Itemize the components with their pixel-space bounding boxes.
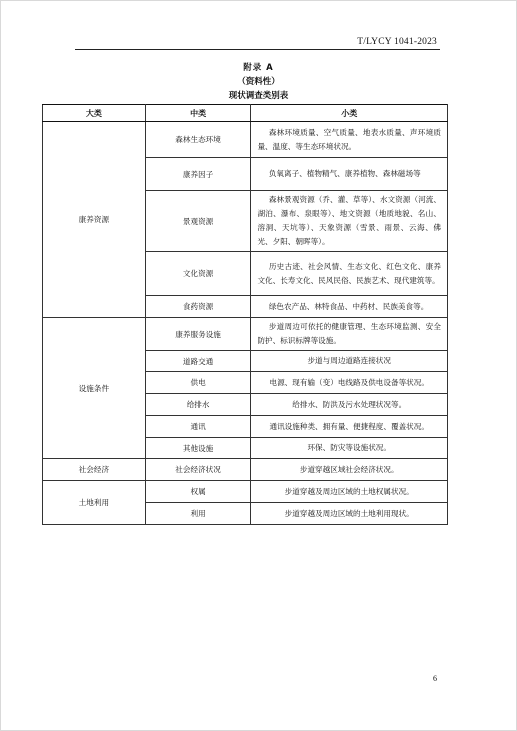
column-header-major: 大类 bbox=[43, 105, 146, 122]
middle-category-cell: 景观资源 bbox=[145, 191, 251, 252]
minor-category-cell: 森林景观资源（乔、灌、草等）、水文资源（河流、湖泊、瀑布、泉眼等）、地文资源（地质地貌、名山、溶洞、天坑等）、天象资源（雪景、雨景、云海、佛光、夕阳、朝晖等）。 bbox=[251, 191, 448, 252]
middle-category-cell: 道路交通 bbox=[145, 351, 251, 372]
minor-category-cell: 历史古迹、社会风情、生态文化、红色文化、康养文化、长寿文化、民风民俗、民族艺术、现代建筑等。 bbox=[251, 252, 448, 296]
middle-category-cell: 森林生态环境 bbox=[145, 122, 251, 158]
middle-category-cell: 社会经济状况 bbox=[145, 459, 251, 481]
middle-category-cell: 食药资源 bbox=[145, 296, 251, 318]
minor-category-cell: 绿色农产品、林特食品、中药材、民族美食等。 bbox=[251, 296, 448, 318]
minor-category-cell: 通讯设施种类、拥有量、便捷程度、覆盖状况。 bbox=[251, 416, 448, 438]
minor-category-cell: 电源、现有输（变）电线路及供电设备等状况。 bbox=[251, 372, 448, 394]
minor-category-cell: 给排水、防洪及污水处理状况等。 bbox=[251, 394, 448, 416]
middle-category-cell: 康养服务设施 bbox=[145, 318, 251, 351]
table-row bbox=[43, 481, 448, 503]
middle-category-cell: 利用 bbox=[145, 503, 251, 525]
minor-category-cell: 森林环境质量、空气质量、地表水质量、声环境质量、温度、等生态环境状况。 bbox=[251, 122, 448, 158]
column-header-minor: 小类 bbox=[251, 105, 448, 122]
minor-category-cell: 步道穿越及周边区域的土地权属状况。 bbox=[251, 481, 448, 503]
appendix-title: 附录 A bbox=[243, 63, 274, 73]
middle-category-cell: 文化资源 bbox=[145, 252, 251, 296]
middle-category-cell: 康养因子 bbox=[145, 158, 251, 191]
middle-category-cell: 通讯 bbox=[145, 416, 251, 438]
table-header-row bbox=[43, 105, 448, 122]
minor-category-cell: 环保、防灾等设施状况。 bbox=[251, 438, 448, 459]
minor-category-cell: 步道穿越区域社会经济状况。 bbox=[251, 459, 448, 481]
minor-category-cell: 负氧离子、植物精气、康养植物、森林磁场等 bbox=[251, 158, 448, 191]
major-category-cell: 康养资源 bbox=[43, 122, 146, 318]
middle-category-cell: 其他设施 bbox=[145, 438, 251, 459]
table-row bbox=[43, 122, 448, 158]
middle-category-cell: 权属 bbox=[145, 481, 251, 503]
table-row bbox=[43, 459, 448, 481]
table-row bbox=[43, 318, 448, 351]
minor-category-cell: 步道穿越及周边区域的土地利用现状。 bbox=[251, 503, 448, 525]
header-divider bbox=[75, 49, 440, 50]
major-category-cell: 设施条件 bbox=[43, 318, 146, 459]
minor-category-cell: 步道周边可依托的健康管理、生态环境监测、安全防护、标识标牌等设施。 bbox=[251, 318, 448, 351]
column-header-middle: 中类 bbox=[145, 105, 251, 122]
major-category-cell: 土地利用 bbox=[43, 481, 146, 525]
appendix-note: （资料性） bbox=[237, 77, 280, 87]
middle-category-cell: 供电 bbox=[145, 372, 251, 394]
classification-table bbox=[42, 104, 448, 525]
page-number: 6 bbox=[433, 674, 437, 683]
minor-category-cell: 步道与周边道路连接状况 bbox=[251, 351, 448, 372]
document-code: T/LYCY 1041-2023 bbox=[357, 37, 437, 47]
middle-category-cell: 给排水 bbox=[145, 394, 251, 416]
table-title: 现状调查类别表 bbox=[228, 91, 289, 101]
major-category-cell: 社会经济 bbox=[43, 459, 146, 481]
